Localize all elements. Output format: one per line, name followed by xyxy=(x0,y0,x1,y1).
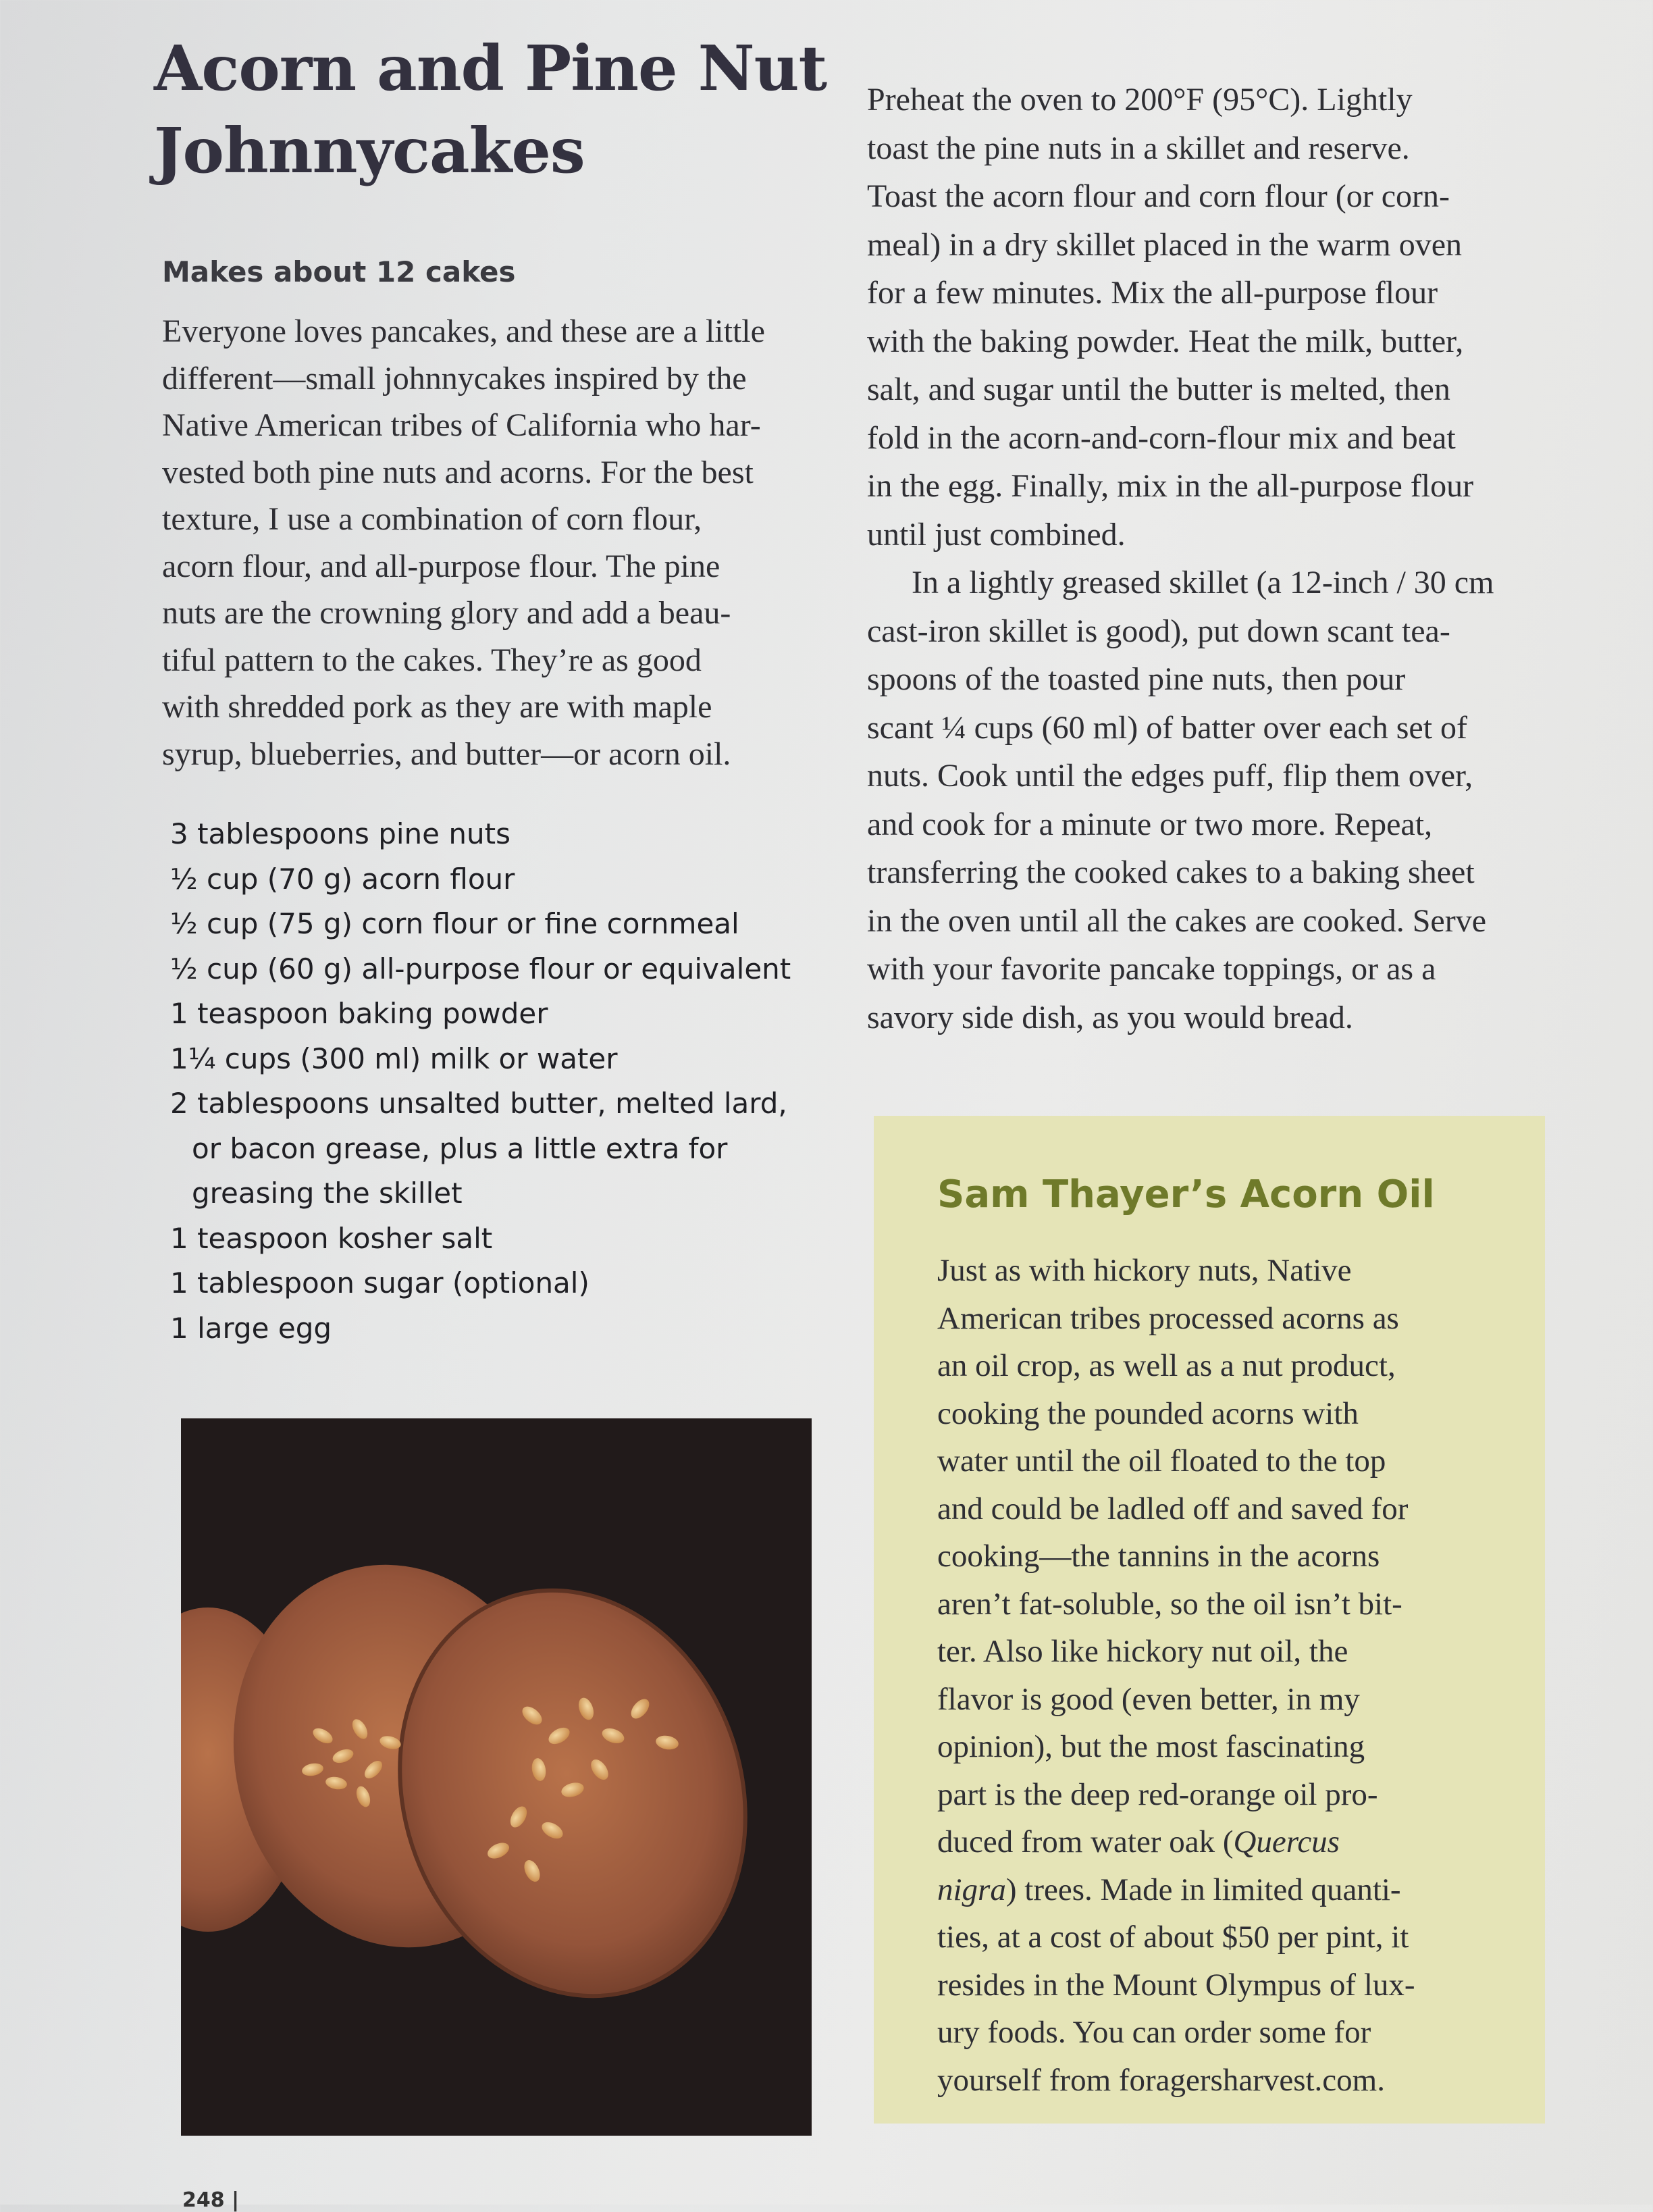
intro-line: Native American tribes of California who har- xyxy=(162,407,761,443)
sidebar-line: resides in the Mount Olympus of lux- xyxy=(937,1967,1415,2003)
recipe-method xyxy=(867,76,1569,1041)
method-line: nuts. Cook until the edges puff, flip them over, xyxy=(867,758,1473,794)
intro-line: with shredded pork as they are with maple xyxy=(162,689,712,725)
intro-line: Everyone loves pancakes, and these are a little xyxy=(162,313,765,349)
ingredient-line: 2 tablespoons unsalted butter, melted lard, xyxy=(170,1087,787,1120)
method-line: savory side dish, as you would bread. xyxy=(867,999,1353,1035)
recipe-title-line: Johnnycakes xyxy=(154,114,585,187)
method-line: fold in the acorn-and-corn-flour mix and beat xyxy=(867,419,1456,456)
sidebar-box xyxy=(874,1116,1545,2124)
method-line: In a lightly greased skillet (a 12-inch / 30 cm xyxy=(912,565,1494,600)
latin-genus: Quercus xyxy=(1233,1824,1340,1859)
method-line: for a few minutes. Mix the all-purpose flour xyxy=(867,275,1438,311)
sidebar-body xyxy=(937,1247,1531,2104)
method-line: until just combined. xyxy=(867,516,1126,552)
recipe-yield: Makes about 12 cakes xyxy=(162,255,516,288)
ingredient-item: 1¼ cups (300 ml) milk or water xyxy=(170,1041,618,1075)
sidebar-line: ury foods. You can order some for xyxy=(937,2015,1371,2050)
recipe-title xyxy=(154,27,829,192)
sidebar-line: American tribes processed acorns as xyxy=(937,1300,1399,1336)
method-line: in the oven until all the cakes are cooked. Serve xyxy=(867,902,1486,939)
sidebar-line: ties, at a cost of about $50 per pint, it xyxy=(937,1920,1409,1955)
page-number: 248 | xyxy=(182,2188,240,2212)
method-line: transferring the cooked cakes to a baking sheet xyxy=(867,854,1475,890)
sidebar-line: cooking—the tannins in the acorns xyxy=(937,1539,1380,1574)
intro-line: tiful pattern to the cakes. They’re as good xyxy=(162,642,702,678)
sidebar-line: Just as with hickory nuts, Native xyxy=(937,1253,1352,1288)
latin-species: nigra xyxy=(937,1872,1006,1907)
method-paragraph-1 xyxy=(867,76,1569,559)
sidebar-line: yourself from foragersharvest.com. xyxy=(937,2062,1385,2098)
method-line: salt, and sugar until the butter is melted, then xyxy=(867,371,1450,407)
ingredient-item: 1 tablespoon sugar (optional) xyxy=(170,1266,589,1300)
sidebar-line-latin xyxy=(937,1866,1531,1914)
ingredient-item: 1 large egg xyxy=(170,1311,332,1345)
ingredient-item: 3 tablespoons pine nuts xyxy=(170,817,510,850)
ingredient-line: or bacon grease, plus a little extra for xyxy=(192,1131,728,1165)
method-line: with your favorite pancake toppings, or as a xyxy=(867,951,1436,987)
ingredient-item: ½ cup (70 g) acorn flour xyxy=(170,862,515,896)
method-line: and cook for a minute or two more. Repeat, xyxy=(867,806,1433,842)
intro-line: vested both pine nuts and acorns. For the best xyxy=(162,454,754,490)
method-line: toast the pine nuts in a skillet and reserve. xyxy=(867,130,1410,166)
method-line: meal) in a dry skillet placed in the warm oven xyxy=(867,226,1463,263)
johnnycakes-illustration xyxy=(181,1418,812,2136)
ingredient-item: ½ cup (75 g) corn flour or fine cornmeal xyxy=(170,907,739,940)
method-line: Preheat the oven to 200°F (95°C). Lightly xyxy=(867,82,1413,118)
method-line: in the egg. Finally, mix in the all-purpose flour xyxy=(867,468,1474,504)
sidebar-line: water until the oil floated to the top xyxy=(937,1443,1386,1478)
intro-line: texture, I use a combination of corn flour, xyxy=(162,501,702,537)
sidebar-line: an oil crop, as well as a nut product, xyxy=(937,1348,1396,1383)
sidebar-line: and could be ladled off and saved for xyxy=(937,1491,1409,1526)
method-line: spoons of the toasted pine nuts, then pour xyxy=(867,661,1406,697)
johnnycakes-photo xyxy=(181,1418,812,2136)
method-line: cast-iron skillet is good), put down scant tea- xyxy=(867,613,1450,649)
method-line: scant ¼ cups (60 ml) of batter over each set of xyxy=(867,709,1468,746)
ingredient-list xyxy=(170,812,845,1351)
ingredient-item: 1 teaspoon kosher salt xyxy=(170,1221,493,1255)
intro-line: different—small johnnycakes inspired by the xyxy=(162,360,747,396)
sidebar-text: ) trees. Made in limited quanti- xyxy=(1005,1872,1401,1907)
sidebar-text: duced from water oak ( xyxy=(937,1824,1234,1859)
sidebar-line-latin xyxy=(937,1818,1531,1866)
method-paragraph-2 xyxy=(867,559,1569,1041)
method-line: with the baking powder. Heat the milk, butter, xyxy=(867,323,1464,359)
ingredient-item: ½ cup (60 g) all-purpose flour or equivalent xyxy=(170,952,791,985)
recipe-title-line: Acorn and Pine Nut xyxy=(154,32,827,105)
sidebar-line: ter. Also like hickory nut oil, the xyxy=(937,1634,1348,1669)
ingredient-line: greasing the skillet xyxy=(192,1177,463,1210)
ingredient-item-butter xyxy=(170,1081,845,1216)
recipe-intro xyxy=(162,308,837,777)
sidebar-line: part is the deep red-orange oil pro- xyxy=(937,1776,1378,1812)
intro-line: nuts are the crowning glory and add a beau- xyxy=(162,595,731,631)
sidebar-title: Sam Thayer’s Acorn Oil xyxy=(937,1173,1435,1216)
method-line: Toast the acorn flour and corn flour (or corn- xyxy=(867,178,1450,214)
sidebar-line: cooking the pounded acorns with xyxy=(937,1395,1359,1431)
sidebar-line: flavor is good (even better, in my xyxy=(937,1681,1360,1717)
sidebar-line: aren’t fat-soluble, so the oil isn’t bit- xyxy=(937,1586,1402,1622)
intro-line: acorn flour, and all-purpose flour. The pine xyxy=(162,548,720,584)
ingredient-item: 1 teaspoon baking powder xyxy=(170,997,548,1030)
sidebar-line: opinion), but the most fascinating xyxy=(937,1729,1365,1764)
intro-line: syrup, blueberries, and butter—or acorn oil. xyxy=(162,736,731,772)
